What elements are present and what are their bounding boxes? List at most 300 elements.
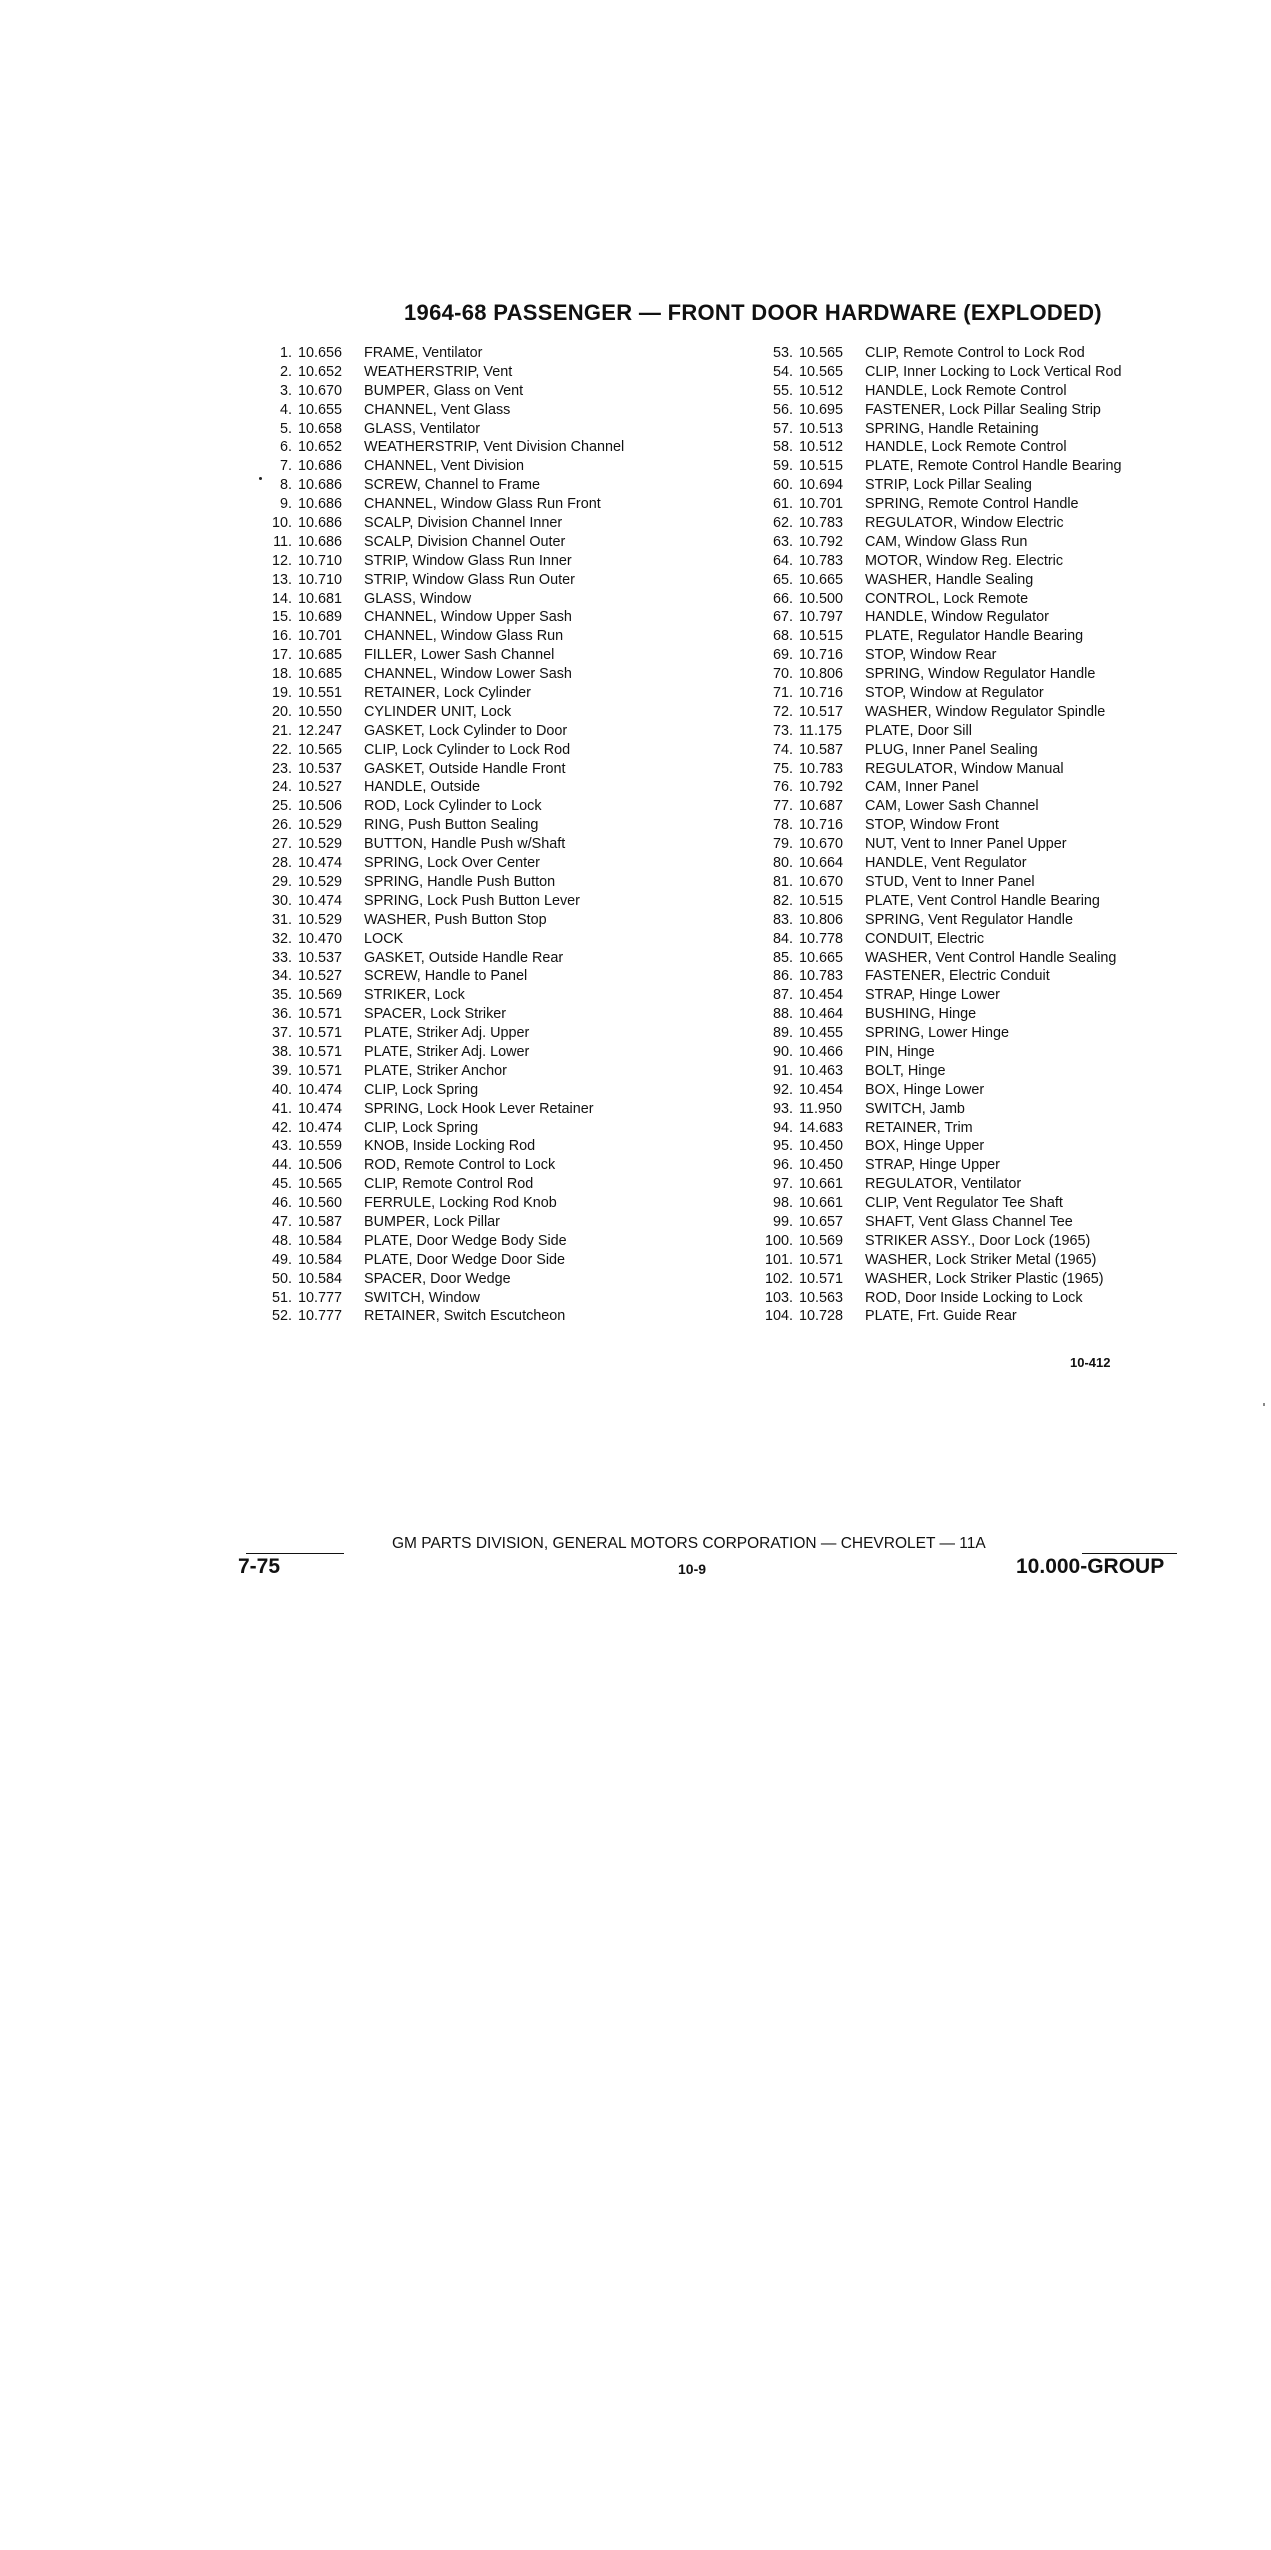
part-description: NUT, Vent to Inner Panel Upper: [865, 836, 1067, 853]
part-row: [250, 873, 720, 892]
part-number: 43.: [271, 1138, 292, 1155]
part-number: 35.: [271, 987, 292, 1004]
part-description: LOCK: [364, 930, 404, 947]
part-description: ROD, Lock Cylinder to Lock: [364, 798, 542, 815]
part-number: 33.: [271, 949, 292, 966]
part-row: [745, 382, 1195, 401]
part-number: 70.: [772, 666, 793, 683]
part-group-code: 10.517: [799, 703, 844, 720]
part-number: 27.: [271, 836, 292, 853]
part-row: [745, 363, 1195, 382]
part-description: SHAFT, Vent Glass Channel Tee: [865, 1213, 1073, 1230]
part-row: [250, 722, 720, 741]
part-group-code: 10.529: [298, 911, 343, 928]
part-group-code: 10.565: [799, 363, 844, 380]
part-description: MOTOR, Window Reg. Electric: [865, 552, 1064, 569]
part-number: 42.: [271, 1119, 292, 1136]
part-row: [250, 1137, 720, 1156]
part-number: 87.: [772, 987, 793, 1004]
part-number: 19.: [271, 685, 292, 702]
part-number: 82.: [772, 892, 793, 909]
part-row: [250, 684, 720, 703]
part-number: 90.: [772, 1043, 793, 1060]
part-row: [745, 967, 1195, 986]
part-number: 29.: [271, 873, 292, 890]
part-number: 81.: [772, 873, 793, 890]
part-row: [745, 590, 1195, 609]
part-row: [745, 1062, 1195, 1081]
part-description: STOP, Window Rear: [865, 647, 997, 664]
part-row: [250, 1307, 720, 1326]
footer-date: 7-75: [238, 1555, 281, 1578]
part-description: SPRING, Lower Hinge: [865, 1025, 1009, 1042]
part-group-code: 14.683: [799, 1119, 844, 1136]
part-number: 94.: [772, 1119, 793, 1136]
part-row: [250, 1005, 720, 1024]
part-row: [250, 1289, 720, 1308]
part-group-code: 10.710: [298, 571, 343, 588]
part-description: RETAINER, Trim: [865, 1119, 973, 1136]
part-number: 60.: [772, 477, 793, 494]
part-group-code: 10.685: [298, 666, 343, 683]
part-number: 2.: [279, 363, 292, 380]
part-number: 100.: [764, 1232, 793, 1249]
part-group-code: 10.783: [799, 552, 844, 569]
part-row: [250, 816, 720, 835]
part-group-code: 10.569: [799, 1232, 844, 1249]
part-description: PLATE, Frt. Guide Rear: [865, 1308, 1017, 1325]
part-group-code: 10.470: [298, 930, 343, 947]
part-description: CHANNEL, Vent Division: [364, 458, 524, 475]
part-description: GLASS, Ventilator: [364, 420, 480, 437]
part-row: [250, 797, 720, 816]
part-group-code: 10.716: [799, 685, 844, 702]
part-row: [250, 665, 720, 684]
part-row: [250, 778, 720, 797]
part-number: 89.: [772, 1025, 793, 1042]
part-description: CLIP, Remote Control to Lock Rod: [865, 345, 1085, 361]
part-number: 71.: [772, 685, 793, 702]
part-description: CYLINDER UNIT, Lock: [364, 703, 512, 720]
part-description: PLATE, Door Sill: [865, 722, 972, 739]
part-description: WASHER, Vent Control Handle Sealing: [865, 949, 1117, 966]
part-number: 15.: [271, 609, 292, 626]
part-number: 36.: [271, 1006, 292, 1023]
part-number: 77.: [772, 798, 793, 815]
part-row: [745, 797, 1195, 816]
part-number: 55.: [772, 382, 793, 399]
part-row: [745, 986, 1195, 1005]
part-group-code: 10.686: [298, 533, 343, 550]
footer-publisher: GM PARTS DIVISION, GENERAL MOTORS CORPORATION — CHEVROLET — 11A: [392, 1535, 986, 1552]
part-number: 18.: [271, 666, 292, 683]
part-description: PLATE, Door Wedge Door Side: [364, 1251, 566, 1268]
part-description: PIN, Hinge: [865, 1043, 935, 1060]
part-number: 28.: [271, 855, 292, 872]
part-description: HANDLE, Outside: [364, 779, 480, 796]
part-description: STRIKER, Lock: [364, 987, 465, 1004]
part-group-code: 10.661: [799, 1176, 844, 1193]
part-group-code: 10.670: [799, 836, 844, 853]
part-group-code: 10.474: [298, 892, 343, 909]
part-number: 48.: [271, 1232, 292, 1249]
part-row: [250, 930, 720, 949]
part-group-code: 10.565: [298, 1176, 343, 1193]
part-row: [250, 703, 720, 722]
part-group-code: 10.571: [298, 1006, 343, 1023]
part-group-code: 10.474: [298, 1119, 343, 1136]
part-number: 76.: [772, 779, 793, 796]
part-group-code: 10.777: [298, 1289, 343, 1306]
part-number: 85.: [772, 949, 793, 966]
part-group-code: 10.652: [298, 439, 343, 456]
part-number: 64.: [772, 552, 793, 569]
part-description: CONDUIT, Electric: [865, 930, 985, 947]
part-description: CHANNEL, Window Glass Run: [364, 628, 564, 645]
part-description: SPRING, Lock Over Center: [364, 855, 540, 872]
part-description: BUMPER, Lock Pillar: [364, 1213, 500, 1230]
part-number: 96.: [772, 1157, 793, 1174]
part-group-code: 10.665: [799, 949, 844, 966]
part-description: STOP, Window at Regulator: [865, 685, 1044, 702]
part-number: 9.: [279, 496, 292, 513]
part-number: 102.: [764, 1270, 793, 1287]
part-description: HANDLE, Vent Regulator: [865, 855, 1027, 872]
part-group-code: 10.529: [298, 817, 343, 834]
part-number: 1.: [279, 345, 292, 361]
part-description: WASHER, Lock Striker Plastic (1965): [865, 1270, 1104, 1287]
part-row: [745, 476, 1195, 495]
part-row: [745, 1119, 1195, 1138]
part-group-code: 10.454: [799, 1081, 844, 1098]
part-group-code: 10.670: [799, 873, 844, 890]
part-number: 54.: [772, 363, 793, 380]
part-group-code: 10.515: [799, 628, 844, 645]
part-group-code: 10.474: [298, 855, 343, 872]
part-description: GASKET, Lock Cylinder to Door: [364, 722, 568, 739]
part-description: CLIP, Lock Spring: [364, 1081, 479, 1098]
part-row: [745, 930, 1195, 949]
part-row: [745, 646, 1195, 665]
part-group-code: 10.565: [799, 345, 844, 361]
part-row: [745, 741, 1195, 760]
part-row: [745, 1251, 1195, 1270]
part-group-code: 10.664: [799, 855, 844, 872]
part-row: [745, 552, 1195, 571]
part-description: HANDLE, Window Regulator: [865, 609, 1049, 626]
part-row: [250, 1156, 720, 1175]
part-number: 39.: [271, 1062, 292, 1079]
part-row: [745, 1043, 1195, 1062]
part-description: PLATE, Vent Control Handle Bearing: [865, 892, 1100, 909]
part-number: 95.: [772, 1138, 793, 1155]
part-group-code: 10.806: [799, 666, 844, 683]
part-row: [745, 1005, 1195, 1024]
part-group-code: 10.701: [298, 628, 343, 645]
part-description: STUD, Vent to Inner Panel: [865, 873, 1035, 890]
part-description: CONTROL, Lock Remote: [865, 590, 1029, 607]
part-group-code: 10.655: [298, 401, 343, 418]
part-description: CHANNEL, Window Upper Sash: [364, 609, 572, 626]
part-number: 103.: [764, 1289, 793, 1306]
part-number: 104.: [764, 1308, 793, 1325]
part-group-code: 10.571: [799, 1270, 844, 1287]
part-number: 17.: [271, 647, 292, 664]
part-description: PLATE, Remote Control Handle Bearing: [865, 458, 1122, 475]
part-group-code: 10.783: [799, 968, 844, 985]
part-number: 14.: [271, 590, 292, 607]
part-group-code: 10.515: [799, 458, 844, 475]
part-number: 93.: [772, 1100, 793, 1117]
part-number: 32.: [271, 930, 292, 947]
part-description: GLASS, Window: [364, 590, 472, 607]
part-number: 59.: [772, 458, 793, 475]
part-group-code: 10.658: [298, 420, 343, 437]
part-number: 46.: [271, 1195, 292, 1212]
footer-rule-left: [246, 1553, 344, 1554]
part-row: [745, 1289, 1195, 1308]
part-number: 7.: [279, 458, 292, 475]
part-number: 63.: [772, 533, 793, 550]
part-group-code: 10.689: [298, 609, 343, 626]
part-description: BUSHING, Hinge: [865, 1006, 977, 1023]
part-row: [745, 684, 1195, 703]
part-description: SPRING, Handle Retaining: [865, 420, 1039, 437]
part-row: [745, 816, 1195, 835]
part-description: PLATE, Regulator Handle Bearing: [865, 628, 1084, 645]
part-group-code: 10.450: [799, 1157, 844, 1174]
part-number: 11.: [273, 533, 292, 550]
part-group-code: 10.450: [799, 1138, 844, 1155]
part-row: [745, 1156, 1195, 1175]
part-row: [250, 911, 720, 930]
part-number: 65.: [772, 571, 793, 588]
part-description: KNOB, Inside Locking Rod: [364, 1138, 536, 1155]
part-group-code: 10.783: [799, 515, 844, 532]
part-row: [745, 1213, 1195, 1232]
part-description: REGULATOR, Window Electric: [865, 515, 1064, 532]
part-row: [745, 949, 1195, 968]
part-description: RING, Push Button Sealing: [364, 817, 539, 834]
footer-page-number: 10-9: [678, 1561, 707, 1577]
part-row: [250, 608, 720, 627]
part-row: [250, 1194, 720, 1213]
part-description: SPRING, Handle Push Button: [364, 873, 556, 890]
part-number: 61.: [772, 496, 793, 513]
part-group-code: 10.687: [799, 798, 844, 815]
part-description: STRIKER ASSY., Door Lock (1965): [865, 1232, 1091, 1249]
part-number: 69.: [772, 647, 793, 664]
part-row: [745, 1307, 1195, 1326]
part-group-code: 10.571: [799, 1251, 844, 1268]
part-row: [250, 1100, 720, 1119]
part-group-code: 10.701: [799, 496, 844, 513]
part-description: CAM, Window Glass Run: [865, 533, 1028, 550]
part-number: 50.: [271, 1270, 292, 1287]
part-row: [745, 835, 1195, 854]
part-row: [250, 760, 720, 779]
part-number: 41.: [271, 1100, 292, 1117]
part-description: CHANNEL, Window Lower Sash: [364, 666, 572, 683]
part-number: 10.: [271, 515, 292, 532]
part-row: [745, 665, 1195, 684]
part-group-code: 10.792: [799, 779, 844, 796]
part-description: FILLER, Lower Sash Channel: [364, 647, 555, 664]
part-group-code: 10.584: [298, 1270, 343, 1287]
part-row: [745, 873, 1195, 892]
part-number: 5.: [279, 420, 292, 437]
part-group-code: 10.515: [799, 892, 844, 909]
part-number: 12.: [271, 552, 292, 569]
part-number: 21.: [271, 722, 292, 739]
part-row: [250, 1043, 720, 1062]
part-number: 58.: [772, 439, 793, 456]
part-group-code: 10.587: [799, 741, 844, 758]
part-row: [250, 382, 720, 401]
part-number: 23.: [271, 760, 292, 777]
part-number: 78.: [772, 817, 793, 834]
part-group-code: 10.565: [298, 741, 343, 758]
part-row: [745, 703, 1195, 722]
part-group-code: 10.584: [298, 1232, 343, 1249]
part-group-code: 10.550: [298, 703, 343, 720]
part-group-code: 10.529: [298, 836, 343, 853]
part-number: 20.: [271, 703, 292, 720]
part-description: CLIP, Lock Spring: [364, 1119, 479, 1136]
part-description: PLATE, Striker Anchor: [364, 1062, 507, 1079]
part-group-code: 10.797: [799, 609, 844, 626]
part-row: [250, 949, 720, 968]
part-description: BOX, Hinge Lower: [865, 1081, 985, 1098]
part-row: [745, 608, 1195, 627]
part-number: 97.: [772, 1176, 793, 1193]
part-description: SCALP, Division Channel Outer: [364, 533, 566, 550]
part-row: [250, 986, 720, 1005]
part-row: [250, 457, 720, 476]
part-row: [745, 514, 1195, 533]
part-number: 80.: [772, 855, 793, 872]
part-group-code: 10.527: [298, 968, 343, 985]
part-description: WASHER, Push Button Stop: [364, 911, 547, 928]
part-description: SPACER, Door Wedge: [364, 1270, 511, 1287]
part-row: [745, 571, 1195, 590]
part-group-code: 10.778: [799, 930, 844, 947]
part-group-code: 10.694: [799, 477, 844, 494]
page-title: 1964-68 PASSENGER — FRONT DOOR HARDWARE (EXPLODED): [404, 300, 1102, 325]
part-group-code: 10.454: [799, 987, 844, 1004]
part-row: [250, 420, 720, 439]
part-number: 38.: [271, 1043, 292, 1060]
part-row: [745, 1175, 1195, 1194]
illustration-number: 10-412: [1070, 1355, 1111, 1370]
part-number: 88.: [772, 1006, 793, 1023]
part-number: 45.: [271, 1176, 292, 1193]
part-row: [745, 722, 1195, 741]
part-row: [250, 590, 720, 609]
part-number: 84.: [772, 930, 793, 947]
part-row: [250, 1251, 720, 1270]
part-group-code: 10.681: [298, 590, 343, 607]
part-description: BUMPER, Glass on Vent: [364, 382, 524, 399]
part-row: [745, 1100, 1195, 1119]
part-group-code: 10.571: [298, 1025, 343, 1042]
part-group-code: 10.512: [799, 439, 844, 456]
part-group-code: 10.560: [298, 1195, 343, 1212]
part-number: 16.: [271, 628, 292, 645]
part-description: HANDLE, Lock Remote Control: [865, 439, 1067, 456]
part-description: CAM, Lower Sash Channel: [865, 798, 1039, 815]
part-number: 44.: [271, 1157, 292, 1174]
part-row: [250, 495, 720, 514]
part-number: 68.: [772, 628, 793, 645]
part-row: [250, 344, 720, 363]
part-group-code: 10.710: [298, 552, 343, 569]
part-number: 40.: [271, 1081, 292, 1098]
part-row: [250, 476, 720, 495]
part-description: FASTENER, Electric Conduit: [865, 968, 1050, 985]
part-description: PLATE, Door Wedge Body Side: [364, 1232, 567, 1249]
part-description: CLIP, Remote Control Rod: [364, 1176, 534, 1193]
part-row: [250, 438, 720, 457]
part-number: 62.: [772, 515, 793, 532]
part-group-code: 10.806: [799, 911, 844, 928]
part-description: SPRING, Lock Hook Lever Retainer: [364, 1100, 594, 1117]
part-number: 56.: [772, 401, 793, 418]
part-row: [250, 1232, 720, 1251]
part-description: ROD, Door Inside Locking to Lock: [865, 1289, 1083, 1306]
part-row: [250, 627, 720, 646]
part-row: [745, 1137, 1195, 1156]
part-description: BOX, Hinge Upper: [865, 1138, 985, 1155]
part-number: 74.: [772, 741, 793, 758]
part-number: 4.: [279, 401, 292, 418]
part-group-code: 10.571: [298, 1043, 343, 1060]
part-number: 22.: [271, 741, 292, 758]
part-row: [745, 438, 1195, 457]
part-group-code: 10.657: [799, 1213, 844, 1230]
part-row: [745, 854, 1195, 873]
part-description: PLATE, Striker Adj. Lower: [364, 1043, 530, 1060]
part-description: FASTENER, Lock Pillar Sealing Strip: [865, 401, 1101, 418]
part-group-code: 10.527: [298, 779, 343, 796]
part-row: [250, 967, 720, 986]
part-group-code: 10.587: [298, 1213, 343, 1230]
part-group-code: 10.584: [298, 1251, 343, 1268]
part-group-code: 10.728: [799, 1308, 844, 1325]
part-group-code: 10.686: [298, 515, 343, 532]
part-description: GASKET, Outside Handle Rear: [364, 949, 564, 966]
part-group-code: 10.563: [799, 1289, 844, 1306]
part-number: 67.: [772, 609, 793, 626]
part-number: 52.: [271, 1308, 292, 1325]
part-row: [250, 1024, 720, 1043]
part-group-code: 10.686: [298, 458, 343, 475]
part-description: STRIP, Window Glass Run Outer: [364, 571, 575, 588]
part-description: CLIP, Vent Regulator Tee Shaft: [865, 1195, 1063, 1212]
part-number: 75.: [772, 760, 793, 777]
part-number: 3.: [279, 382, 292, 399]
part-description: SPRING, Vent Regulator Handle: [865, 911, 1073, 928]
part-row: [250, 835, 720, 854]
part-description: SCALP, Division Channel Inner: [364, 515, 563, 532]
part-number: 47.: [271, 1213, 292, 1230]
part-description: CLIP, Inner Locking to Lock Vertical Rod: [865, 363, 1122, 380]
part-number: 57.: [772, 420, 793, 437]
part-row: [250, 401, 720, 420]
parts-list-left: [250, 344, 720, 1326]
part-description: REGULATOR, Window Manual: [865, 760, 1064, 777]
part-description: PLUG, Inner Panel Sealing: [865, 741, 1038, 758]
